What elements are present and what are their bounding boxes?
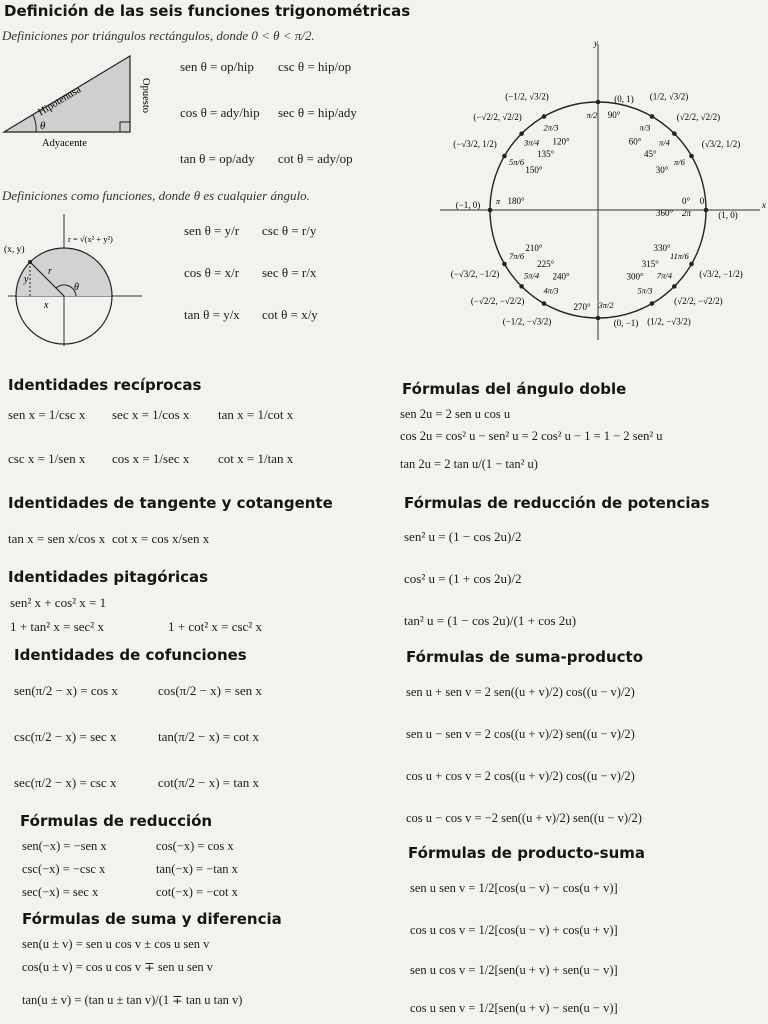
unit-point-dot-5 xyxy=(689,262,694,267)
prodsum-2: cos u cos v = 1/2[cos(u − v) + cos(u + v)] xyxy=(410,923,618,937)
double-title: Fórmulas del ángulo doble xyxy=(402,380,627,398)
unit-full-rad: 2π xyxy=(682,208,692,218)
unit-deg-label-5: 330° xyxy=(653,243,671,254)
unit-deg-label-6: 315° xyxy=(641,259,659,270)
unit-coord-label-4: (1, 0) xyxy=(718,210,738,221)
unit-point-dot-15 xyxy=(542,114,547,119)
point-xy-dot xyxy=(28,260,32,264)
unit-deg-label-11: 210° xyxy=(525,243,543,254)
cofunction-csc: csc(π/2 − x) = sec x xyxy=(14,729,117,744)
unit-axis-y-label: y xyxy=(594,40,598,48)
label-y: y xyxy=(24,274,29,285)
unit-circle-diagram xyxy=(410,40,768,345)
unit-coord-label-2: (√2/2, √2/2) xyxy=(676,112,721,123)
right-triangle-diagram xyxy=(0,50,170,150)
subtitle-triangle: Definiciones por triángulos rectángulos, donde 0 < θ < π/2. xyxy=(2,28,315,43)
reciprocal-cos: cos x = 1/sec x xyxy=(112,451,190,466)
unit-deg-label-4: 0° xyxy=(681,196,691,207)
sumdiff-title: Fórmulas de suma y diferencia xyxy=(22,910,282,928)
cofunction-tan: tan(π/2 − x) = cot x xyxy=(158,729,260,744)
unit-rad-label-10: 5π/4 xyxy=(523,270,540,281)
unit-rad-label-9: 4π/3 xyxy=(543,285,559,296)
unit-deg-label-9: 240° xyxy=(552,271,570,282)
unit-coord-label-5: (√3/2, −1/2) xyxy=(699,269,743,280)
subtitle-functions: Definiciones como funciones, donde θ es cualquier ángulo. xyxy=(2,188,310,203)
sumprod-4: cos u − cos v = −2 sen((u + v)/2) sen((u − v)/2) xyxy=(406,811,642,825)
unit-point-dot-12 xyxy=(488,208,493,213)
cofunction-sen: sen(π/2 − x) = cos x xyxy=(14,683,118,698)
unit-rad-label-2: π/4 xyxy=(659,137,670,148)
unit-rad-label-4: 0 xyxy=(699,196,705,207)
reciprocal-cot: cot x = 1/tan x xyxy=(218,451,294,466)
unit-deg-label-2: 45° xyxy=(644,148,657,159)
def-cot-triangle: cot θ = ady/op xyxy=(278,151,353,166)
sumdiff-cos: cos(u ± v) = cos u cos v ∓ sen u sen v xyxy=(22,960,214,974)
unit-point-dot-2 xyxy=(672,131,677,136)
unit-rad-label-14: 3π/4 xyxy=(523,137,540,148)
double-sen: sen 2u = 2 sen u cos u xyxy=(400,407,511,421)
reduction-csc: csc(−x) = −csc x xyxy=(22,862,106,876)
pythagorean-title: Identidades pitagóricas xyxy=(8,568,209,586)
function-circle-diagram xyxy=(0,208,150,348)
reciprocal-title: Identidades recíprocas xyxy=(8,376,202,394)
cofunction-cos: cos(π/2 − x) = sen x xyxy=(158,683,262,698)
unit-coord-label-11: (−√3/2, −1/2) xyxy=(450,269,500,280)
prodsum-3: sen u cos v = 1/2[sen(u + v) + sen(u − v)] xyxy=(410,963,618,977)
unit-point-dot-4 xyxy=(704,208,709,213)
label-r-formula: r = √(x² + y²) xyxy=(68,234,113,244)
def-sec-triangle: sec θ = hip/ady xyxy=(278,105,357,120)
unit-coord-label-6: (√2/2, −√2/2) xyxy=(674,295,723,306)
prodsum-4: cos u sen v = 1/2[sen(u + v) − sen(u − v)] xyxy=(410,1001,618,1015)
unit-full-deg: 360° xyxy=(656,208,674,218)
cofunction-title: Identidades de cofunciones xyxy=(14,646,247,664)
double-cos: cos 2u = cos² u − sen² u = 2 cos² u − 1 = 1 − 2 sen² u xyxy=(400,429,663,443)
unit-point-dot-13 xyxy=(502,154,507,159)
reduction-title: Fórmulas de reducción xyxy=(20,812,213,830)
unit-point-dot-14 xyxy=(519,131,524,136)
power-tan: tan² u = (1 − cos 2u)/(1 + cos 2u) xyxy=(404,613,577,628)
reciprocal-tan: tan x = 1/cot x xyxy=(218,407,294,422)
prodsum-1: sen u sen v = 1/2[cos(u − v) − cos(u + v)] xyxy=(410,881,618,895)
reduction-sen: sen(−x) = −sen x xyxy=(22,839,107,853)
unit-rad-label-5: 11π/6 xyxy=(670,250,689,261)
unit-deg-label-3: 30° xyxy=(655,165,669,176)
unit-coord-label-13: (−√3/2, 1/2) xyxy=(453,139,497,150)
unit-coord-label-1: (1/2, √3/2) xyxy=(649,91,689,102)
label-theta: θ xyxy=(40,120,46,132)
unit-deg-label-14: 135° xyxy=(537,148,555,159)
unit-rad-label-7: 5π/3 xyxy=(637,285,653,296)
unit-coord-label-0: (0, 1) xyxy=(614,94,634,105)
unit-point-dot-3 xyxy=(689,154,694,159)
unit-rad-label-12: π xyxy=(495,195,501,206)
reciprocal-sen: sen x = 1/csc x xyxy=(8,407,86,422)
unit-coord-label-10: (−√2/2, −√2/2) xyxy=(470,295,525,306)
unit-coord-label-9: (−1/2, −√3/2) xyxy=(502,316,552,327)
unit-rad-label-13: 5π/6 xyxy=(509,156,525,167)
def-sec-func: sec θ = r/x xyxy=(262,265,317,280)
def-cos-func: cos θ = x/r xyxy=(184,265,240,280)
sumprod-2: sen u − sen v = 2 cos((u + v)/2) sen((u − v)/2) xyxy=(406,727,635,741)
def-tan-triangle: tan θ = op/ady xyxy=(180,151,255,166)
reduction-sec: sec(−x) = sec x xyxy=(22,885,99,899)
tangent-cot: cot x = cos x/sen x xyxy=(112,531,210,546)
label-theta-small: θ xyxy=(74,282,79,293)
unit-coord-label-8: (0, −1) xyxy=(613,318,639,329)
pythagorean-2: 1 + tan² x = sec² x xyxy=(10,619,104,634)
unit-rad-label-0: π/2 xyxy=(586,109,598,120)
unit-deg-label-15: 120° xyxy=(552,136,570,147)
tangent-title: Identidades de tangente y cotangente xyxy=(8,494,333,512)
unit-deg-label-8: 270° xyxy=(573,302,591,313)
unit-deg-label-13: 150° xyxy=(525,165,543,176)
label-hypotenuse: Hipotenusa xyxy=(36,84,84,119)
unit-point-dot-11 xyxy=(502,262,507,267)
reduction-tan: tan(−x) = −tan x xyxy=(156,862,238,876)
label-opposite: Opuesto xyxy=(140,78,151,113)
reciprocal-sec: sec x = 1/cos x xyxy=(112,407,190,422)
sumprod-1: sen u + sen v = 2 sen((u + v)/2) cos((u − v)/2) xyxy=(406,685,635,699)
unit-coord-label-15: (−1/2, √3/2) xyxy=(505,91,549,102)
def-sen-triangle: sen θ = op/hip xyxy=(180,59,254,74)
def-csc-func: csc θ = r/y xyxy=(262,223,317,238)
unit-deg-label-10: 225° xyxy=(537,259,555,270)
prodsum-title: Fórmulas de producto-suma xyxy=(408,844,646,862)
power-sen: sen² u = (1 − cos 2u)/2 xyxy=(404,529,522,544)
unit-point-dot-0 xyxy=(596,100,601,105)
unit-rad-label-6: 7π/4 xyxy=(656,270,673,281)
pythagorean-3: 1 + cot² x = csc² x xyxy=(168,619,262,634)
reduction-cos: cos(−x) = cos x xyxy=(156,839,234,853)
unit-rad-label-8: 3π/2 xyxy=(598,299,614,310)
page-title: Definición de las seis funciones trigonométricas xyxy=(4,2,411,20)
unit-point-dot-1 xyxy=(650,114,655,119)
label-x: x xyxy=(44,300,49,311)
unit-point-dot-10 xyxy=(519,284,524,289)
unit-point-dot-7 xyxy=(650,301,655,306)
sumdiff-tan: tan(u ± v) = (tan u ± tan v)/(1 ∓ tan u tan v) xyxy=(22,993,243,1007)
reduction-cot: cot(−x) = −cot x xyxy=(156,885,238,899)
def-csc-triangle: csc θ = hip/op xyxy=(278,59,352,74)
unit-rad-label-15: 2π/3 xyxy=(543,122,559,133)
power-title: Fórmulas de reducción de potencias xyxy=(404,494,710,512)
double-tan: tan 2u = 2 tan u/(1 − tan² u) xyxy=(400,457,538,471)
power-cos: cos² u = (1 + cos 2u)/2 xyxy=(404,571,522,586)
unit-coord-label-12: (−1, 0) xyxy=(455,200,481,211)
unit-deg-label-7: 300° xyxy=(626,271,644,282)
unit-point-dot-9 xyxy=(542,301,547,306)
def-cos-triangle: cos θ = ady/hip xyxy=(180,105,260,120)
unit-coord-label-3: (√3/2, 1/2) xyxy=(701,139,741,150)
label-r: r xyxy=(48,266,52,277)
def-sen-func: sen θ = y/r xyxy=(184,223,240,238)
unit-axis-x-label: x xyxy=(762,200,766,210)
unit-rad-label-11: 7π/6 xyxy=(509,250,525,261)
pythagorean-1: sen² x + cos² x = 1 xyxy=(10,595,107,610)
reciprocal-csc: csc x = 1/sen x xyxy=(8,451,86,466)
tangent-tan: tan x = sen x/cos x xyxy=(8,531,106,546)
unit-rad-label-3: π/6 xyxy=(673,156,685,167)
def-tan-func: tan θ = y/x xyxy=(184,307,240,322)
unit-coord-label-7: (1/2, −√3/2) xyxy=(647,316,691,327)
cofunction-sec: sec(π/2 − x) = csc x xyxy=(14,775,117,790)
unit-deg-label-12: 180° xyxy=(507,196,525,207)
label-point-xy: (x, y) xyxy=(4,245,25,255)
sumprod-title: Fórmulas de suma-producto xyxy=(406,648,644,666)
sumdiff-sen: sen(u ± v) = sen u cos v ± cos u sen v xyxy=(22,937,210,951)
cofunction-cot: cot(π/2 − x) = tan x xyxy=(158,775,260,790)
unit-rad-label-1: π/3 xyxy=(639,122,651,133)
label-adjacent: Adyacente xyxy=(42,138,87,149)
unit-deg-label-1: 60° xyxy=(628,136,642,147)
def-cot-func: cot θ = x/y xyxy=(262,307,318,322)
unit-deg-label-0: 90° xyxy=(607,110,621,121)
unit-coord-label-14: (−√2/2, √2/2) xyxy=(473,112,522,123)
unit-point-dot-8 xyxy=(596,316,601,321)
unit-point-dot-6 xyxy=(672,284,677,289)
sumprod-3: cos u + cos v = 2 cos((u + v)/2) cos((u − v)/2) xyxy=(406,769,635,783)
